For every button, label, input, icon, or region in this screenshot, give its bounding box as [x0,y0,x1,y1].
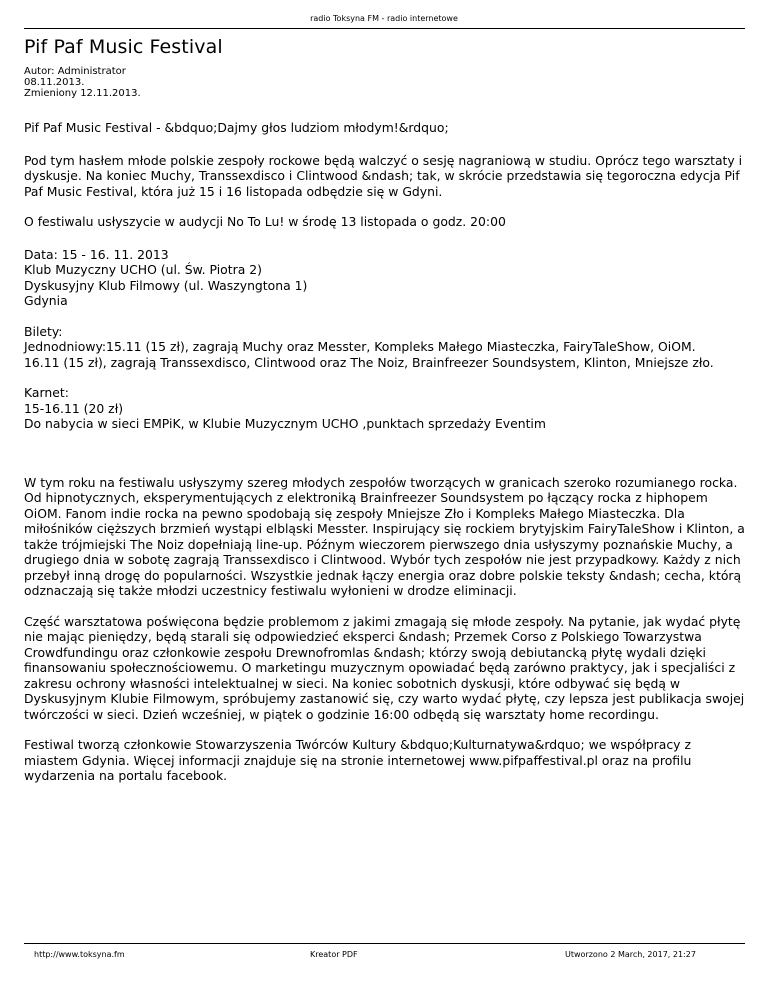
organizers-paragraph: Festiwal tworzą członkowie Stowarzyszenia Twórców Kultury &bdquo;Kulturnatywa&rdquo; we współpracy z miastem Gdynia. Więcej informacji znajduje się na stronie internetowej www.pifpaffestival.pl oraz na profilu wydarzenia na portalu facebook. [24,737,692,783]
footer-divider [24,943,745,944]
modified-line: Zmieniony 12.11.2013. [24,88,141,99]
info-venue-ucho: Klub Muzyczny UCHO (ul. Św. Piotra 2) [24,262,262,277]
tickets-day1: Jednodniowy:15.11 (15 zł), zagrają Muchy oraz Messter, Kompleks Małego Miasteczka, FairyTaleShow, OiOM. [24,339,696,354]
radio-note: O festiwalu usłyszycie w audycji No To Lu! w środę 13 listopada o godz. 20:00 [24,214,506,229]
tickets-day2: 16.11 (15 zł), zagrają Transsexdisco, Clintwood oraz The Noiz, Brainfreezer Soundsystem, Klinton, Mniejsze zło. [24,354,714,370]
pass-price: 15-16.11 (20 zł) [24,400,124,416]
event-info [24,247,746,309]
info-city: Gdynia [24,293,68,308]
page-footer [0,950,768,962]
author-line: Autor: Administrator [24,66,126,77]
article-title: Pif Paf Music Festival [24,36,223,58]
intro-paragraph: Pod tym hasłem młode polskie zespoły rockowe będą walczyć o sesję nagraniową w studiu. Oprócz tego warsztaty i dyskusje. Na koniec Muchy, Transsexdisco i Clintwood &ndash; tak, w skrócie przedstawia się tegoroczna edycja Pif Paf Music Festival, która już 15 i 16 listopada odbędzie się w Gdyni. [24,152,743,199]
article-subtitle: Pif Paf Music Festival - &bdquo;Dajmy głos ludziom młodym!&rdquo; [24,120,449,135]
header-divider [24,28,745,29]
tickets-section [24,324,746,371]
footer-url: http://www.toksyna.fm [34,950,125,959]
date-line: 08.11.2013. [24,77,85,88]
spacer [24,447,746,475]
page-header: radio Toksyna FM - radio internetowe [310,14,458,23]
pass-sales: Do nabycia w sieci EMPiK, w Klubie Muzycznym UCHO ,punktach sprzedaży Eventim [24,416,546,431]
tickets-heading: Bilety: [24,323,63,339]
article-body [24,120,746,799]
workshops-paragraph: Część warsztatowa poświęcona będzie problemom z jakimi zmagają się młode zespoły. Na pytanie, jak wydać płytę nie mając pieniędzy, będą starali się odpowiedzieć eksperci &ndash; Przemek Corso z Polskiego Towarzystwa Crowdfundingu oraz członkowie zespołu Drewnofromlas &ndash; którzy swoją debiutancką płytę wydali dzięki finansowaniu społecznościowemu. O marketingu muzycznym opowiadać będą zarówno praktycy, jak i specjaliści z zakresu ochrony własności intelektualnej w sieci. Na koniec sobotnich dyskusji, które odbywać się będą w Dyskusyjnym Klubie Filmowym, spróbujemy zastanowić się, czy warto wydać płytę, czy lepsza jest publikacja swojej twórczości w sieci. Dzień wcześniej, w piątek o godzinie 16:00 odbędą się warsztaty home recordingu. [24,613,745,722]
bands-paragraph: W tym roku na festiwalu usłyszymy szereg młodych zespołów tworzących w granicach szeroko rozumianego rocka. Od hipnotycznych, eksperymentujących z elektroniką Brainfreezer Soundsystem po łączący rocka z hiphopem OiOM. Fanom indie rocka na pewno spodobają się zespoły Mniejsze Zło i Kompleks Małego Miasteczka. Dla miłośników cięższych brzmień wystąpi elbląski Messter. Inspirujący się rockiem brytyjskim FairyTaleShow i Klinton, a także trójmiejski The Noiz dopełniają line-up. Późnym wieczorem pierwszego dnia usłyszymy poznańskie Muchy, a drugiego dnia w sobotę zagrają Transsexdisco i Clintwood. Wybór tych zespołów nie jest przypadkowy. Każdy z nich przebył inną drogę do popularności. Wszystkie jednak łączy energia oraz dobre polskie teksty &ndash; cecha, którą odznaczają się także młodzi uczestnicy festiwalu wyłonieni w drodze eliminacji. [24,474,745,598]
pass-heading: Karnet: [24,385,69,400]
footer-created: Utworzono 2 March, 2017, 21:27 [565,950,696,959]
article-meta [24,66,141,99]
info-date: Data: 15 - 16. 11. 2013 [24,246,169,262]
footer-creator: Kreator PDF [310,950,358,959]
pass-section [24,385,746,432]
info-venue-dkf: Dyskusyjny Klub Filmowy (ul. Waszyngtona 1) [24,277,308,293]
